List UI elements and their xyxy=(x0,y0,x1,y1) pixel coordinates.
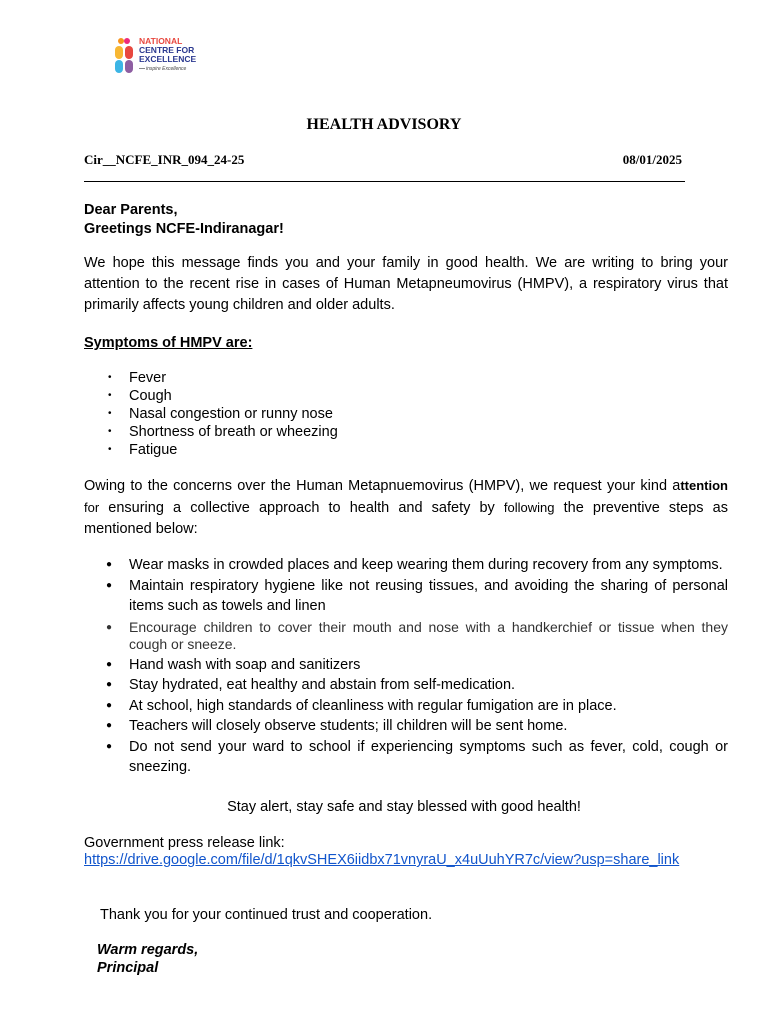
circular-date: 08/01/2025 xyxy=(622,152,682,167)
logo-line-2: CENTRE FOR xyxy=(139,45,195,55)
request-paragraph xyxy=(84,475,728,540)
request-text-2: ttention xyxy=(680,478,728,493)
list-item: ● Encourage children to cover their mouth and nose with a handkerchief or tissue when they cough or sneeze. xyxy=(106,617,728,655)
request-text-3: for xyxy=(84,500,100,515)
request-text-7: the preventive steps as mentioned below: xyxy=(84,500,728,537)
list-item: ● Wear masks in crowded places and keep wearing them during recovery from any symptoms. xyxy=(106,555,728,576)
thanks-line: Thank you for your continued trust and cooperation. xyxy=(100,907,433,923)
request-text-5: y xyxy=(487,500,504,516)
list-item: ● Do not send your ward to school if experiencing symptoms such as fever, cold, cough or sneezing. xyxy=(106,737,728,778)
salutation-line-2: Greetings NCFE-Indiranagar! xyxy=(84,221,284,237)
signoff-line-1: Warm regards, xyxy=(97,942,199,958)
logo-wordmark xyxy=(139,37,196,64)
request-text-6: following xyxy=(503,500,555,515)
preventive-steps-list xyxy=(106,555,728,778)
logo-line-1: NATIONAL xyxy=(139,36,183,46)
list-item: ● Teachers will closely observe students; ill children will be sent home. xyxy=(106,716,728,737)
intro-paragraph: We hope this message finds you and your family in good health. We are writing to bring your attention to the recent rise in cases of Human Metapneumovirus (HMPV), a respiratory virus that primarily affects young children and older adults. xyxy=(84,255,728,313)
school-logo xyxy=(113,37,213,77)
symptoms-list xyxy=(108,369,338,459)
salutation-line-1: Dear Parents, xyxy=(84,202,178,218)
document-title: HEALTH ADVISORY xyxy=(306,116,462,133)
logo-divider xyxy=(139,68,145,69)
press-label: Government press release link: xyxy=(84,835,285,851)
list-item: ● Maintain respiratory hygiene like not reusing tissues, and avoiding the sharing of personal items such as towels and linen xyxy=(106,576,728,617)
request-text-1: Owing to the concerns over the Human Metapnuemovirus (HMPV), we request your kind a xyxy=(84,478,681,494)
press-release-link[interactable]: https://drive.google.com/file/d/1qkvSHEX6iidbx71vnyraU_x4uUuhYR7c/view?usp=share_link xyxy=(84,852,680,868)
request-text-4: ensuring a collective approach to health and safety b xyxy=(99,500,488,516)
list-item: ● Stay hydrated, eat healthy and abstain from self-medication. xyxy=(106,675,728,696)
signoff-line-2: Principal xyxy=(97,960,159,976)
header-rule xyxy=(84,181,685,182)
symptoms-heading: Symptoms of HMPV are: xyxy=(84,335,253,351)
list-item: • Nasal congestion or runny nose xyxy=(108,405,338,423)
logo-mark-icon xyxy=(113,37,135,75)
list-item: • Fever xyxy=(108,369,338,387)
circular-number: Cir__NCFE_INR_094_24-25 xyxy=(84,152,245,167)
list-item: • Fatigue xyxy=(108,441,338,459)
closing-line: Stay alert, stay safe and stay blessed with good health! xyxy=(227,799,581,815)
list-item: ● At school, high standards of cleanliness with regular fumigation are in place. xyxy=(106,696,728,717)
list-item: • Cough xyxy=(108,387,338,405)
logo-line-3: EXCELLENCE xyxy=(139,54,197,64)
list-item: • Shortness of breath or wheezing xyxy=(108,423,338,441)
logo-tagline: inspire Excellence xyxy=(146,66,187,72)
list-item: ● Hand wash with soap and sanitizers xyxy=(106,655,728,676)
